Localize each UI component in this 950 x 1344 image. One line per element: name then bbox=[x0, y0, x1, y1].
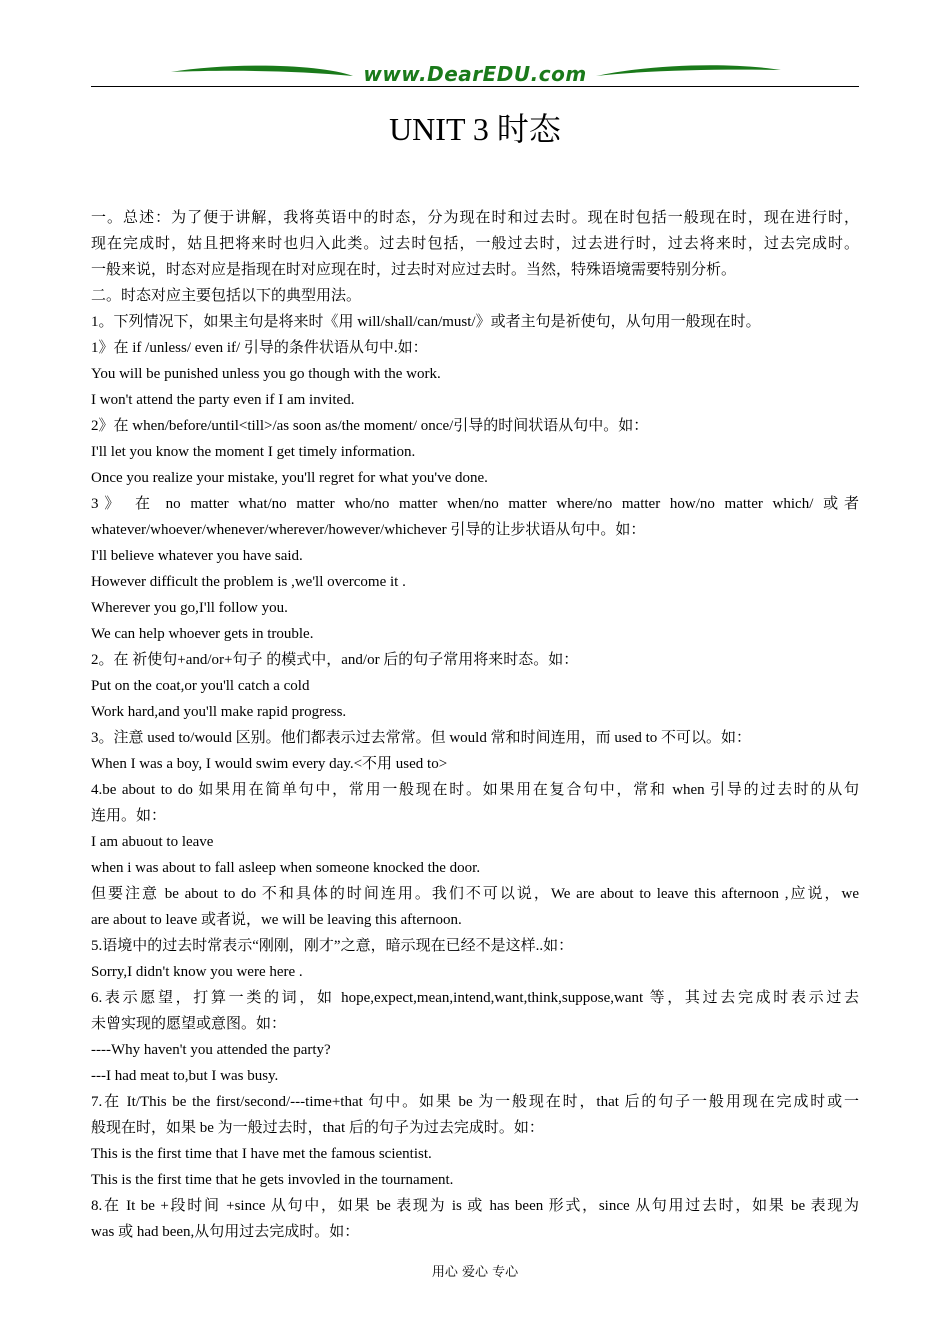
page-footer: 用心 爱心 专心 bbox=[431, 1265, 519, 1280]
text-line: 二。时态对应主要包括以下的典型用法。 bbox=[91, 288, 362, 304]
document-body bbox=[91, 205, 859, 1245]
text-line: This is the first time that he gets invovled in the tournament. bbox=[91, 1172, 454, 1188]
text-line: I won't attend the party even if I am invited. bbox=[91, 392, 355, 408]
text-line: I'll let you know the moment I get timely information. bbox=[91, 444, 416, 460]
text-line: 3》 在 no matter what/no matter who/no matter when/no matter where/no matter how/no matter which/ 或者 bbox=[91, 496, 859, 512]
text-line: 1。下列情况下，如果主句是将来时《用 will/shall/can/must/》或者主句是祈使句，从句用一般现在时。 bbox=[91, 314, 761, 330]
text-line: 3。注意 used to/would 区别。他们都表示过去常常。但 would 常和时间连用，而 used to 不可以。如： bbox=[91, 730, 751, 746]
text-line: Put on the coat,or you'll catch a cold bbox=[91, 678, 310, 694]
text-line: We can help whoever gets in trouble. bbox=[91, 626, 314, 642]
text-line: Sorry,I didn't know you were here . bbox=[91, 964, 303, 980]
site-header-logo bbox=[91, 56, 859, 90]
text-line: whatever/whoever/whenever/wherever/however/whichever 引导的让步状语从句中。如： bbox=[91, 522, 646, 538]
text-line: 6.表示愿望，打算一类的词，如 hope,expect,mean,intend,want,think,suppose,want 等，其过去完成时表示过去 bbox=[91, 990, 859, 1006]
text-line: 1》在 if /unless/ even if/ 引导的条件状语从句中.如： bbox=[91, 340, 428, 356]
text-line: 2。在 祈使句+and/or+句子 的模式中，and/or 后的句子常用将来时态。如： bbox=[91, 652, 579, 668]
text-line: 2》在 when/before/until<till>/as soon as/the moment/ once/引导的时间状语从句中。如： bbox=[91, 418, 649, 434]
text-line: 现在完成时，姑且把将来时也归入此类。过去时包括，一般过去时，过去进行时，过去将来时，过去完成时。 bbox=[91, 236, 859, 252]
text-line: Work hard,and you'll make rapid progress. bbox=[91, 704, 347, 720]
text-line: I'll believe whatever you have said. bbox=[91, 548, 303, 564]
text-line: 一。总述：为了便于讲解，我将英语中的时态，分为现在时和过去时。现在时包括一般现在时，现在进行时， bbox=[91, 210, 859, 226]
page-title: UNIT 3 时态 bbox=[389, 111, 561, 147]
header-divider bbox=[91, 86, 859, 87]
text-line: 连用。如： bbox=[91, 808, 167, 824]
text-line: I am abuout to leave bbox=[91, 834, 214, 850]
text-line: 4.be about to do 如果用在简单句中，常用一般现在时。如果用在复合句中，常和 when 引导的过去时的从句 bbox=[91, 782, 859, 798]
text-line: 8.在 It be +段时间 +since 从句中，如果 be 表现为 is 或 has been 形式，since 从句用过去时，如果 be 表现为 bbox=[91, 1198, 859, 1214]
text-line: 般现在时，如果 be 为一般过去时，that 后的句子为过去完成时。如： bbox=[91, 1120, 544, 1136]
text-line: are about to leave 或者说，we will be leaving this afternoon. bbox=[91, 912, 462, 928]
text-line: You will be punished unless you go though with the work. bbox=[91, 366, 441, 382]
site-logo-text: www.DearEDU.com bbox=[363, 62, 587, 86]
text-line: Once you realize your mistake, you'll regret for what you've done. bbox=[91, 470, 488, 486]
text-line: Wherever you go,I'll follow you. bbox=[91, 600, 288, 616]
text-line: 未曾实现的愿望或意图。如： bbox=[91, 1016, 287, 1032]
text-line: This is the first time that I have met the famous scientist. bbox=[91, 1146, 432, 1162]
text-line: was 或 had been,从句用过去完成时。如： bbox=[91, 1224, 360, 1240]
text-line: ---I had meat to,but I was busy. bbox=[91, 1068, 279, 1084]
text-line: However difficult the problem is ,we'll overcome it . bbox=[91, 574, 406, 590]
text-line: when i was about to fall asleep when someone knocked the door. bbox=[91, 860, 481, 876]
text-line: 一般来说，时态对应是指现在时对应现在时，过去时对应过去时。当然，特殊语境需要特别分析。 bbox=[91, 262, 737, 278]
text-line: 5.语境中的过去时常表示“刚刚，刚才”之意，暗示现在已经不是这样..如： bbox=[91, 938, 574, 954]
text-line: When I was a boy, I would swim every day.<不用 used to> bbox=[91, 756, 448, 772]
text-line: 7.在 It/This be the first/second/---time+that 句中。如果 be 为一般现在时，that 后的句子一般用现在完成时或一 bbox=[91, 1094, 859, 1110]
text-line: ----Why haven't you attended the party? bbox=[91, 1042, 331, 1058]
text-line: 但要注意 be about to do 不和具体的时间连用。我们不可以说，We are about to leave this afternoon ,应说，we bbox=[91, 886, 859, 902]
